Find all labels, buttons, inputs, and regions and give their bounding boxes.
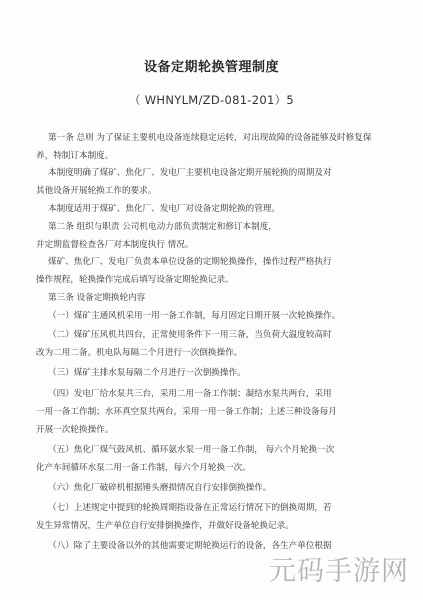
paragraph-line: 并定期监督检查各厂对本制度执行 情况。 <box>36 240 194 250</box>
document-title: 设备定期轮换管理制度 <box>143 60 279 75</box>
paragraph-line: 养，特制订本制度。 <box>36 151 114 161</box>
paragraph-line: 化产车间循环水泵二用一备工作制，每六个月轮换一次。 <box>36 463 251 473</box>
paragraph-line: 发生异常情况，生产单位自行安排倒换操作，并做好设备轮换记录。 <box>36 521 294 531</box>
paragraph-line: 本制度适用于煤矿、焦化厂、发电厂对设备定期轮换的管理。 <box>48 204 281 214</box>
paragraph-line: 其他设备开展轮换工作的要求。 <box>36 186 157 196</box>
paragraph-line: （二）煤矿压风机共四台，正常使用条件下一用三备，当负荷大温度较高时 <box>48 330 332 340</box>
document-code: （ WHNYLM/ZD-081-201）5 <box>128 93 295 107</box>
paragraph-line: （三）煤矿主排水泵每隔二个月进行一次倒换操作。 <box>48 368 246 378</box>
paragraph-line: 开展一次轮换操作。 <box>36 425 114 435</box>
paragraph-line: （八）除了主要设备以外的其他需要定期轮换运行的设备，各生产单位根据 <box>48 541 332 551</box>
site-watermark: 元码手游网 <box>269 556 409 587</box>
paragraph-line: （四）发电厂给水泵共三台，采用二用一备工作制；凝结水泵共两台，采用 <box>48 389 332 399</box>
paragraph-line: 第一条 总则 为了保证主要机电设备连续稳定运转，对出现故障的设备能够及时修复保 <box>48 133 372 143</box>
paragraph-line: 第三条 设备定期换轮内容 <box>48 293 146 303</box>
paragraph-line: （七）上述规定中提到的轮换周期指设备在正常运行情况下的倒换周期，若 <box>48 503 332 513</box>
paragraph-line: （六）焦化厂破碎机根据锤头磨损情况自行安排倒换操作。 <box>48 483 272 493</box>
paragraph-line: 改为二用二备。机电队每隔二个月进行一次倒换操作。 <box>36 348 243 358</box>
paragraph-line: （一）煤矿主通风机采用一用一备工作制，每月固定日期开展一次轮换操作。 <box>48 311 341 321</box>
paragraph-line: 操作规程，轮换操作完成后填写设备定期轮换记录。 <box>36 275 234 285</box>
paragraph-line: 煤矿、焦化厂、发电厂负责本单位设备的定期轮换操作，操作过程严格执行 <box>48 257 332 267</box>
paragraph-line: （五）焦化厂煤气鼓风机、循环氨水泵一用一备工作制， 每六个月轮换一次 <box>48 445 335 455</box>
paragraph-line: 第二条 组织与职责 公司机电动力部负责制定和修订本制度， <box>48 222 277 232</box>
paragraph-line: 一用一备工作制；水环真空泵共两台，采用一用一备工作制；上述三种设备每月 <box>36 407 337 417</box>
paragraph-line: 本制度明确了煤矿、焦化厂、发电厂主要机电设备定期开展轮换的周期及对 <box>48 168 332 178</box>
